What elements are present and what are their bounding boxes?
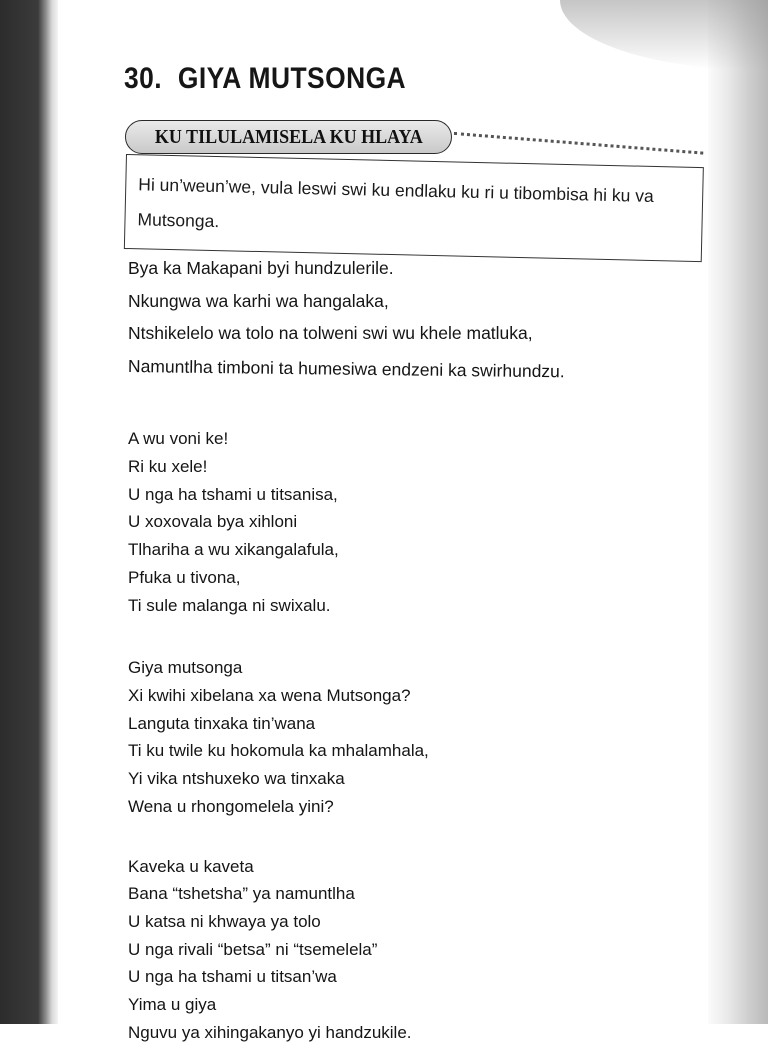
- poem-line: U nga ha tshami u titsanisa,: [128, 484, 338, 504]
- poem-line: Ntshikelelo wa tolo na tolweni swi wu khele matluka,: [128, 323, 533, 344]
- poem-line: Xi kwihi xibelana xa wena Mutsonga?: [128, 686, 411, 705]
- stanza-1: [128, 252, 688, 382]
- poem-line: A wu voni ke!: [128, 429, 229, 449]
- chapter-title: [124, 62, 406, 96]
- poem-line: Nguvu ya xihingakanyo yi handzukile.: [128, 1022, 412, 1042]
- section-heading-banner: [125, 120, 452, 154]
- dotted-rule: [454, 132, 703, 155]
- poem-line: Ri ku xele!: [128, 457, 208, 477]
- poem-line: U xoxovala bya xihloni: [128, 512, 298, 532]
- poem-line: Kaveka u kaveta: [128, 856, 254, 876]
- poem-line: U nga ha tshami u titsan’wa: [128, 967, 337, 987]
- section-heading: KU TILULAMISELA KU HLAYA: [154, 125, 423, 148]
- poem-line: U katsa ni khwaya ya tolo: [128, 911, 321, 931]
- poem-line: Bya ka Makapani byi hundzulerile.: [128, 258, 394, 278]
- poem-line: Ti sule malanga ni swixalu.: [128, 595, 331, 615]
- stanza-3: [128, 654, 688, 820]
- stanza-2: [128, 425, 688, 619]
- instruction-box: [124, 154, 704, 262]
- poem-line: Ti ku twile ku hokomula ka mhalamhala,: [128, 741, 429, 761]
- poem-line: Pfuka u tivona,: [128, 567, 241, 587]
- poem-line: Yima u giya: [128, 995, 217, 1015]
- poem-line: Bana “tshetsha” ya namuntlha: [128, 884, 355, 904]
- page-curl-shadow: [708, 0, 768, 1024]
- poem-line: Yi vika ntshuxeko wa tinxaka: [128, 769, 345, 789]
- poem-line: Wena u rhongomelela yini?: [128, 796, 334, 816]
- poem-line: Nkungwa wa karhi wa hangalaka,: [128, 290, 389, 311]
- poem-line: Namuntlha timboni ta humesiwa endzeni ka swirhundzu.: [127, 355, 565, 382]
- instruction-text: Hi un’weun’we, vula leswi swi ku endlaku ku ri u tibombisa hi ku va Mutsonga.: [137, 174, 654, 232]
- stanza-4: [128, 853, 688, 1046]
- book-page: [58, 0, 708, 1042]
- chapter-name: GIYA MUTSONGA: [177, 62, 407, 95]
- book-spine-shadow: [0, 0, 58, 1024]
- poem: [128, 252, 688, 1046]
- poem-line: Languta tinxaka tin’wana: [128, 713, 316, 733]
- chapter-number: 30.: [124, 62, 163, 95]
- poem-line: U nga rivali “betsa” ni “tsemelela”: [128, 939, 378, 959]
- poem-line: Giya mutsonga: [128, 658, 243, 678]
- poem-line: Tlhariha a wu xikangalafula,: [128, 540, 339, 560]
